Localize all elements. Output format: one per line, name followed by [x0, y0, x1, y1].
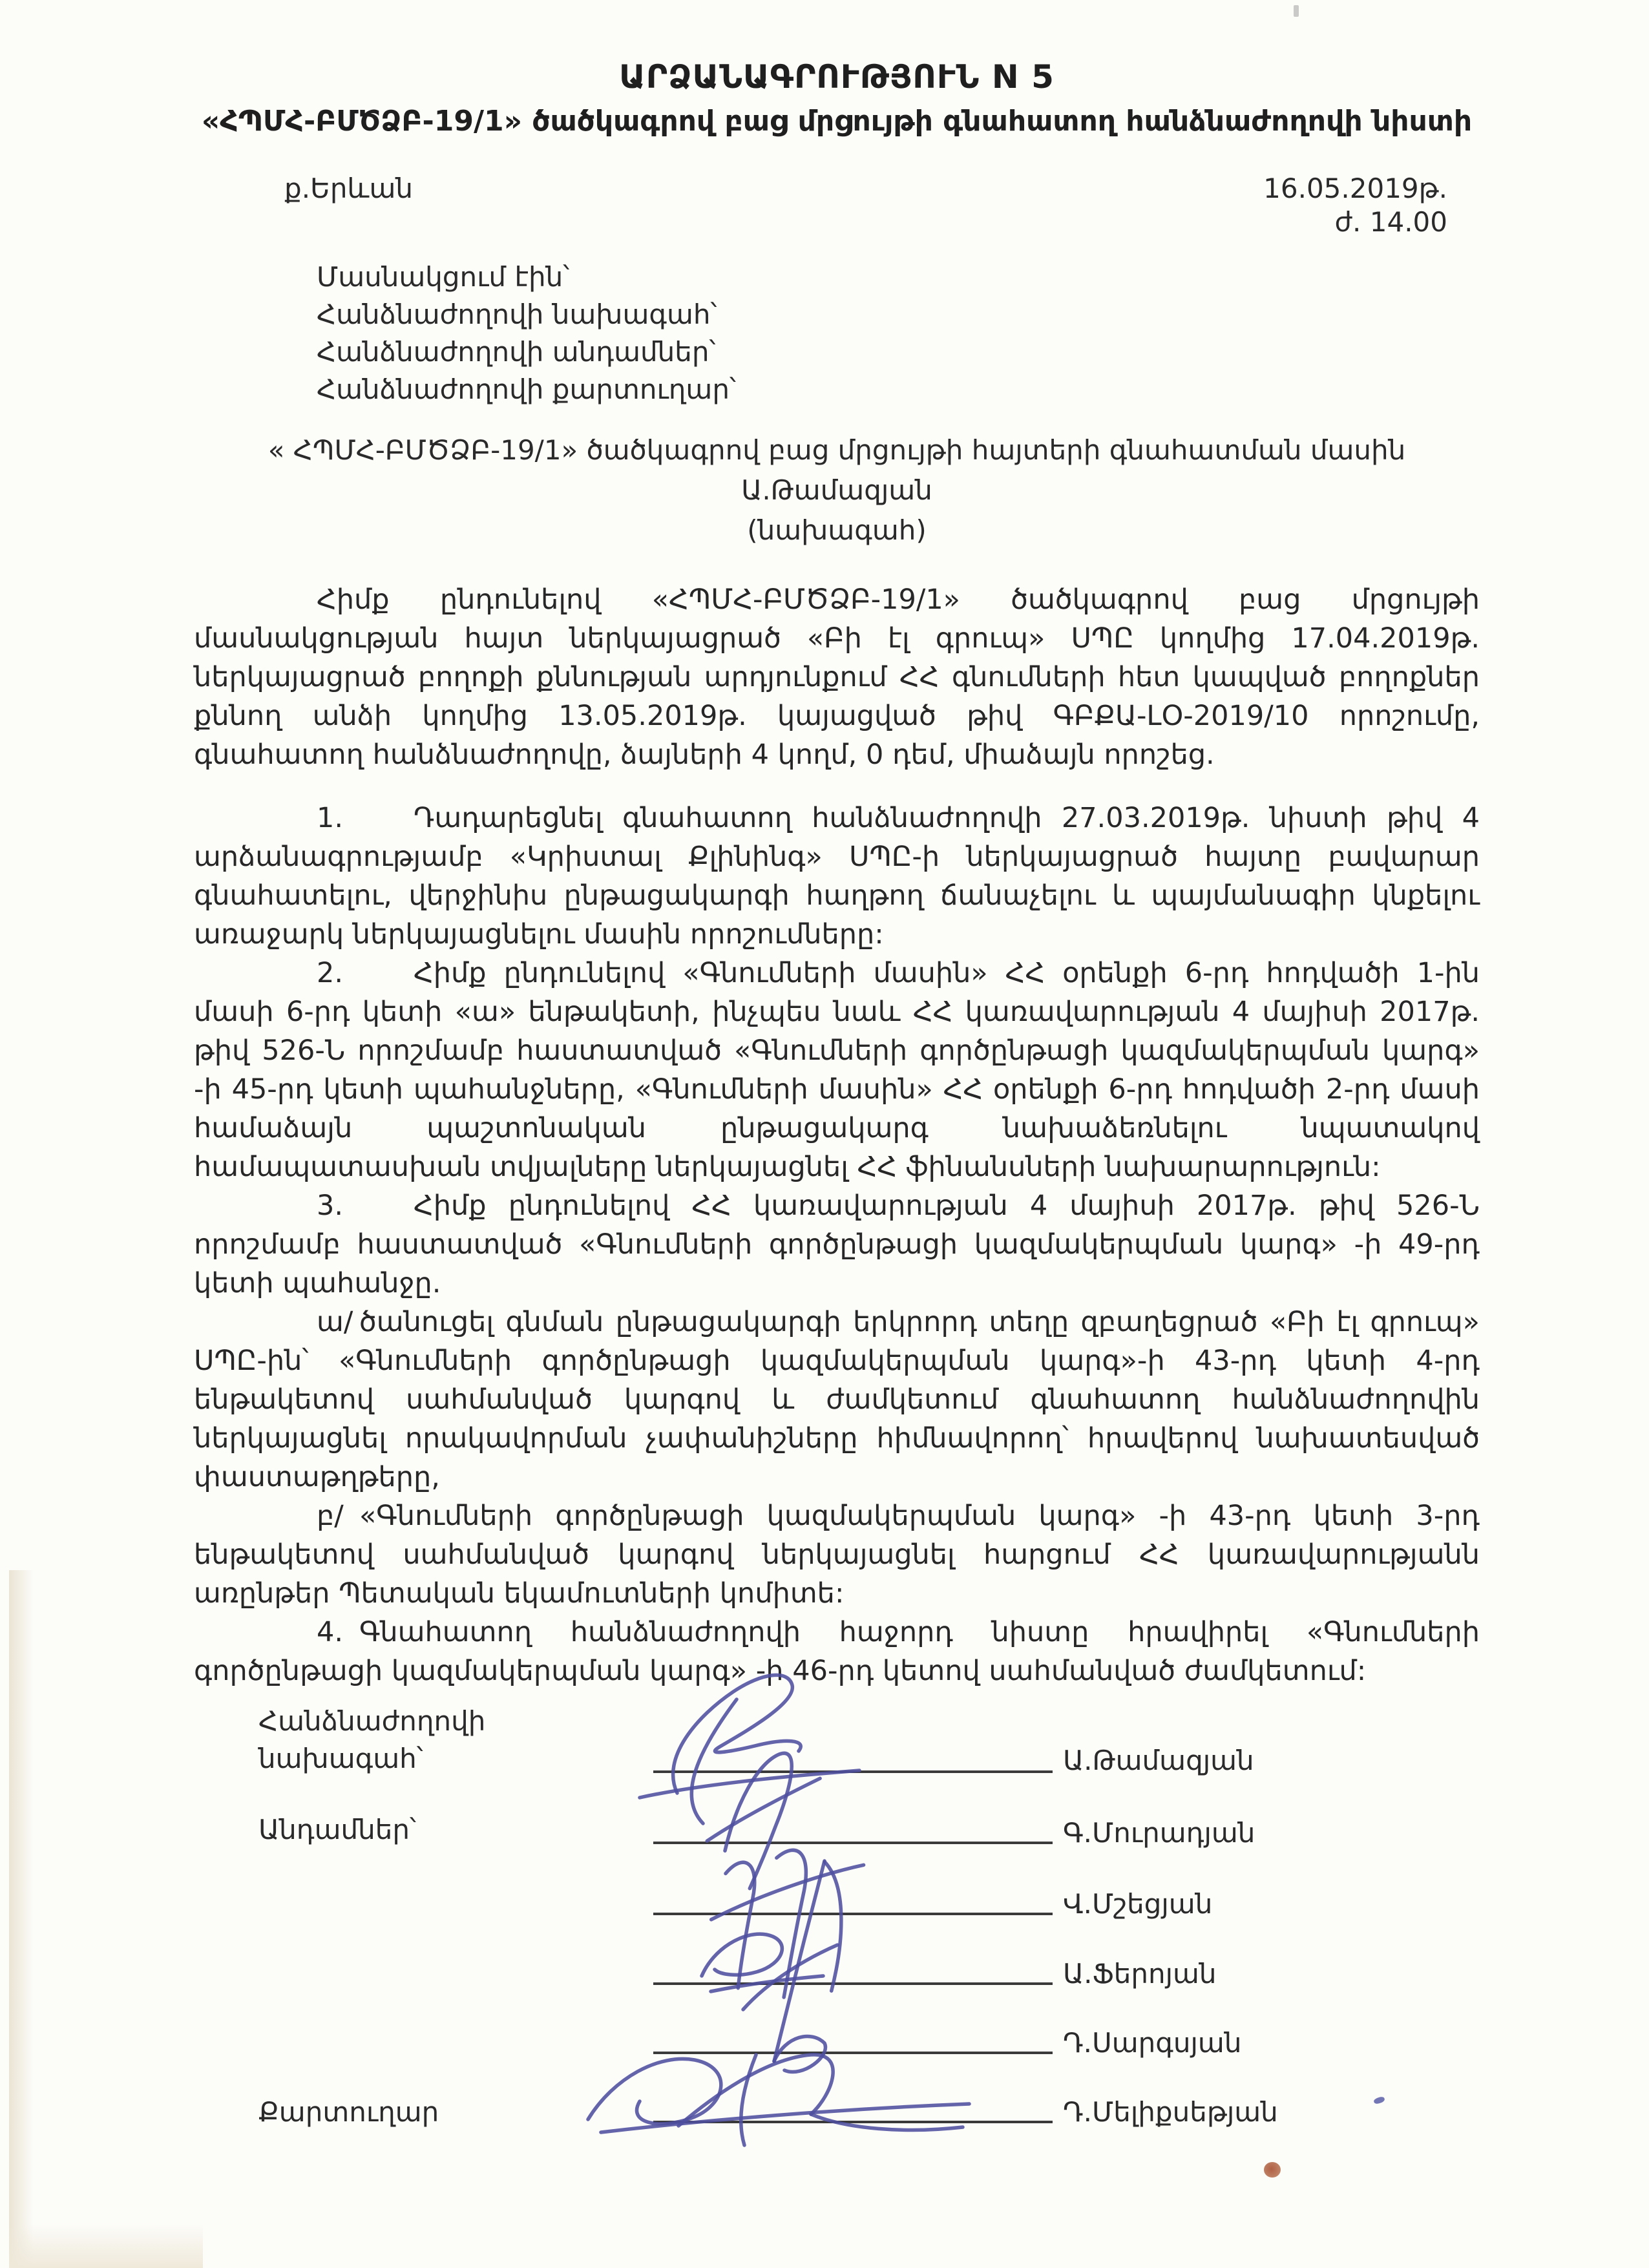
city-label: ք.Երևան — [284, 173, 414, 204]
decision-letter: բ/ — [317, 1500, 344, 1532]
document-subtitle: «ՀՊՄՀ-ԲՄԾՁԲ-19/1» ծածկագրով բաց մրցույթի գնահատող հանձնաժողովի նիստի — [201, 105, 1473, 138]
decision-item-2 — [194, 954, 1480, 1186]
participant-role-members: Հանձնաժողովի անդամներ՝ — [317, 336, 716, 368]
signature-scribble-muradyan — [651, 1723, 848, 1902]
session-date: 16.05.2019թ. — [1263, 173, 1447, 204]
decisions-list — [194, 799, 1480, 1690]
signatory-name: Վ.Մշեցյան — [1063, 1888, 1213, 1920]
signature-line — [653, 1842, 1053, 1844]
signature-line — [653, 2052, 1053, 2054]
session-time: ժ. 14.00 — [1334, 206, 1447, 238]
paper-bottom-edge-shadow — [9, 2224, 203, 2268]
decision-number: 4. — [317, 1616, 344, 1648]
document-title: ԱՐՁԱՆԱԳՐՈՒԹՅՈՒՆ N 5 — [619, 58, 1055, 96]
decision-number: 3. — [317, 1190, 344, 1222]
decision-text: Հիմք ընդունելով ՀՀ կառավարության 4 մայիսի 2017թ. թիվ 526-Ն որոշմամբ հաստատված «Գնումների գործընթացի կազմակերպման կարգ» -ի 49-րդ կետի պահանջը. — [194, 1190, 1480, 1299]
preamble-paragraph: Հիմք ընդունելով «ՀՊՄՀ-ԲՄԾՁԲ-19/1» ծածկագրով բաց մրցույթի մասնակցության հայտ ներկայացրած «Բի էլ գրուպ» ՍՊԸ կողմից 17.04.2019թ. ներկայացրած բողոքի քննության արդյունքում ՀՀ գնումների հետ կապված բողոքներ քննող անձի կողմից 13.05.2019թ. կայացված թիվ ԳԲՔԱ-ԼՕ-2019/10 որոշումը, գնահատող հանձնաժողովը, ձայների 4 կողմ, 0 դեմ, միաձայն որոշեց. — [194, 583, 1480, 771]
decision-number: 1. — [317, 802, 344, 834]
scan-speck — [1294, 5, 1299, 17]
signature-line — [653, 1913, 1053, 1915]
date-time-block — [1263, 172, 1447, 239]
decision-text: ծանուցել գնման ընթացակարգի երկրորդ տեղը զբաղեցրած «Բի էլ գրուպ» ՍՊԸ-ին՝ «Գնումների գործընթացի կազմակերպման կարգ»-ի 43-րդ կետի 4-րդ ենթակետով սահմանված կարգով և ժամկետում գնահատող հանձնաժողովին ներկայացնել որակավորման չափանիշները հիմնավորող՝ հրավերով նախատեսված փաստաթղթերը, — [194, 1306, 1480, 1493]
decision-letter: ա/ — [317, 1306, 353, 1338]
signature-label-line: նախագահ՝ — [258, 1743, 423, 1774]
decision-item-3 — [194, 1186, 1480, 1303]
participants-block — [317, 258, 1480, 408]
signature-section — [194, 1699, 1480, 2203]
decision-number: 2. — [317, 957, 344, 989]
signature-scribble-sargsyan — [698, 1848, 866, 2094]
participant-role-secretary: Հանձնաժողովի քարտուղար՝ — [317, 373, 736, 405]
subject-chairman-name: Ա.Թամազյան — [741, 474, 932, 506]
signature-label-members: Անդամներ՝ — [258, 1814, 417, 1845]
signature-line — [653, 2121, 1053, 2123]
signatory-name: Դ.Մելիքսեթյան — [1063, 2096, 1278, 2128]
subject-block — [194, 430, 1480, 551]
participant-role-chairman: Հանձնաժողովի նախագահ՝ — [317, 299, 717, 330]
signature-line — [653, 1982, 1053, 1985]
decision-item-1 — [194, 799, 1480, 954]
signature-label-line: Հանձնաժողովի — [258, 1705, 486, 1737]
decision-item-4 — [194, 1613, 1480, 1690]
decision-text: Գնահատող հանձնաժողովի հաջորդ նիստը հրավիրել «Գնումների գործընթացի կազմակերպման կարգ» -ի 46-րդ կետով սահմանված ժամկետում: — [194, 1616, 1480, 1687]
paper-edge-shadow — [9, 1570, 34, 2268]
signature-scribble-feroyan — [666, 1919, 834, 2003]
signature-label-chairman — [258, 1703, 485, 1778]
participants-intro: Մասնակցում էին՝ — [317, 261, 570, 293]
signatory-name: Գ.Մուրադյան — [1063, 1817, 1255, 1849]
signatory-name: Ա.Ֆերոյան — [1063, 1958, 1217, 1990]
decision-text: Հիմք ընդունելով «Գնումների մասին» ՀՀ օրենքի 6-րդ հոդվածի 1-ին մասի 6-րդ կետի «ա» ենթակետի, ինչպես նաև ՀՀ կառավարության 4 մայիսի 2017թ. թիվ 526-Ն որոշմամբ հաստատված «Գնումների գործընթացի կազմակերպման կարգ» -ի 45-րդ կետի պահանջները, «Գնումների մասին» ՀՀ օրենքի 6-րդ հոդվածի 2-րդ մասի համաձայն պաշտոնական ընթացակարգ նախաձեռնելու նպատակով համապատասխան տվյալները ներկայացնել ՀՀ ֆինանսների նախարարություն: — [194, 957, 1480, 1183]
decision-item-3a — [194, 1303, 1480, 1496]
decision-text: Դադարեցնել գնահատող հանձնաժողովի 27.03.2019թ. նիստի թիվ 4 արձանագրությամբ «Կրիստալ Քլինինգ» ՍՊԸ-ի ներկայացրած հայտը բավարար գնահատելու, վերջինիս ընթացակարգի հաղթող ճանաչելու և պայմանագիր կնքելու առաջարկ ներկայացնելու մասին որոշումները: — [194, 802, 1480, 950]
signature-line — [653, 1770, 1053, 1773]
signature-scribble-meliksetyan — [543, 2042, 1008, 2161]
signatory-name: Ա.Թամազյան — [1063, 1745, 1254, 1776]
subject-chairman-role: (նախագահ) — [747, 514, 927, 546]
decision-item-3b — [194, 1496, 1480, 1613]
signatory-name: Դ.Սարգսյան — [1063, 2027, 1242, 2059]
signature-label-secretary: Քարտուղար — [258, 2096, 439, 2128]
meta-row — [194, 172, 1480, 239]
signature-scribble-mshetsyan — [667, 1807, 896, 2011]
subject-line: « ՀՊՄՀ-ԲՄԾՁԲ-19/1» ծածկագրով բաց մրցույթի հայտերի գնահատման մասին — [268, 434, 1406, 466]
decision-text: «Գնումների գործընթացի կազմակերպման կարգ» -ի 43-րդ կետի 3-րդ ենթակետով սահմանված կարգով ներկայացնել հարցում ՀՀ կառավարությանն առընթեր Պետական եկամուտների կոմիտե: — [194, 1500, 1480, 1610]
